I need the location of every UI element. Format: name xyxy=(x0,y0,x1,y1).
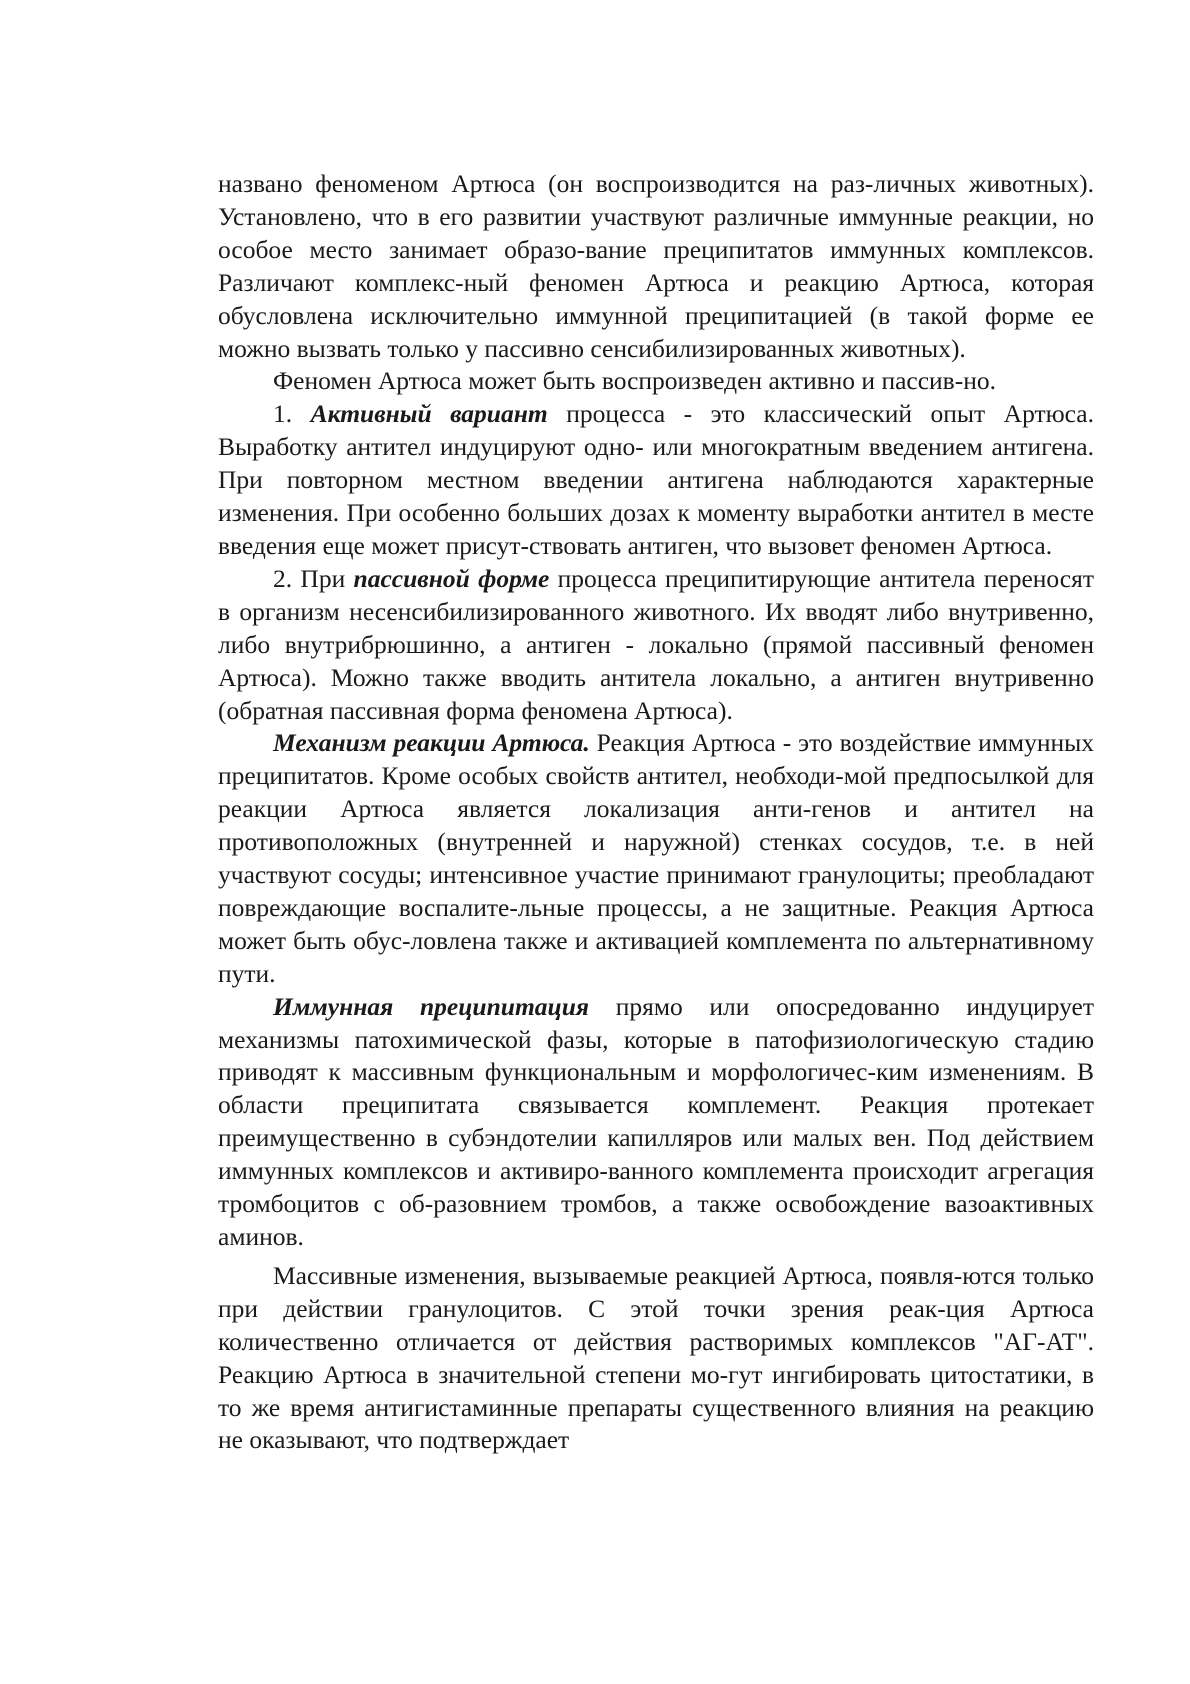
text-run: прямо или опосредованно индуцирует механизмы патохимической фазы, которые в патофизиологическую стадию приводят к массивным функциональным и морфологичес-ким изменениям. В области преципитата связывается комплемент. Реакция протекает преимущественно в субэндотелии капилляров или малых вен. Под действием иммунных комплексов и активиро-ванного комплемента происходит агрегация тромбоцитов с об-разовнием тромбов, а также освобождение вазоактивных аминов. xyxy=(218,991,1094,1251)
paragraph-2 xyxy=(218,398,1094,563)
text-run: 1. xyxy=(273,399,311,429)
emphasized-term: пассивной форме xyxy=(353,563,550,593)
text-run: процесса - это классический опыт Артюса. Выработку антител индуцируют одно- или многократным введением антигена. При повторном местном введении антигена наблюдаются характерные изменения. При особенно больших дозах к моменту выработки антител в месте введения еще может присут-ствовать антиген, что вызовет феномен Артюса. xyxy=(218,399,1094,560)
text-run: Реакция Артюса - это воздействие иммунных преципитатов. Кроме особых свойств антител, необходи-мой предпосылкой для реакции Артюса является локализация анти-генов и антител на противоположных (внутренней и наружной) стенках сосудов, т.е. в ней участвуют сосуды; интенсивное участие принимают гранулоциты; преобладают повреждающие воспалите-льные процессы, а не защитные. Реакция Артюса может быть обус-ловлена также и активацией комплемента по альтернативному пути. xyxy=(218,728,1094,988)
paragraph-6 xyxy=(218,1260,1094,1457)
text-run: 2. При xyxy=(273,563,354,593)
paragraph-0 xyxy=(218,168,1094,365)
text-run: Массивные изменения, вызываемые реакцией Артюса, появля-ются только при действии гранулоцитов. С этой точки зрения реак-ция Артюса количественно отличается от действия растворимых комплексов "АГ-АТ". Реакцию Артюса в значительной степени мо-гут ингибировать цитостатики, в то же время антигистаминные препараты существенного влияния на реакцию не оказывают, что подтверждает xyxy=(218,1260,1094,1455)
paragraph-4 xyxy=(218,727,1094,990)
emphasized-term: Иммунная преципитация xyxy=(273,991,590,1021)
text-run: Феномен Артюса может быть воспроизведен активно и пассив-но. xyxy=(273,366,996,396)
text-run: процесса преципитирующие антитела переносят в организм несенсибилизированного животного. Их вводят либо внутривенно, либо внутрибрюшинно, а антиген - локально (прямой пассивный феномен Артюса). Можно также вводить антитела локально, а антиген внутривенно (обратная пассивная форма феномена Артюса). xyxy=(218,563,1094,725)
paragraph-3 xyxy=(218,563,1094,728)
paragraph-5 xyxy=(218,991,1094,1254)
emphasized-term: Механизм реакции Артюса. xyxy=(273,728,590,758)
document-page xyxy=(218,168,1094,1457)
paragraph-1 xyxy=(218,365,1094,398)
text-run: названо феноменом Артюса (он воспроизводится на раз-личных животных). Установлено, что в его развитии участвуют различные иммунные реакции, но особое место занимает образо-вание преципитатов иммунных комплексов. Различают комплекс-ный феномен Артюса и реакцию Артюса, которая обусловлена исключительно иммунной преципитацией (в такой форме ее можно вызвать только у пассивно сенсибилизированных животных). xyxy=(218,169,1094,363)
emphasized-term: Активный вариант xyxy=(310,399,548,429)
